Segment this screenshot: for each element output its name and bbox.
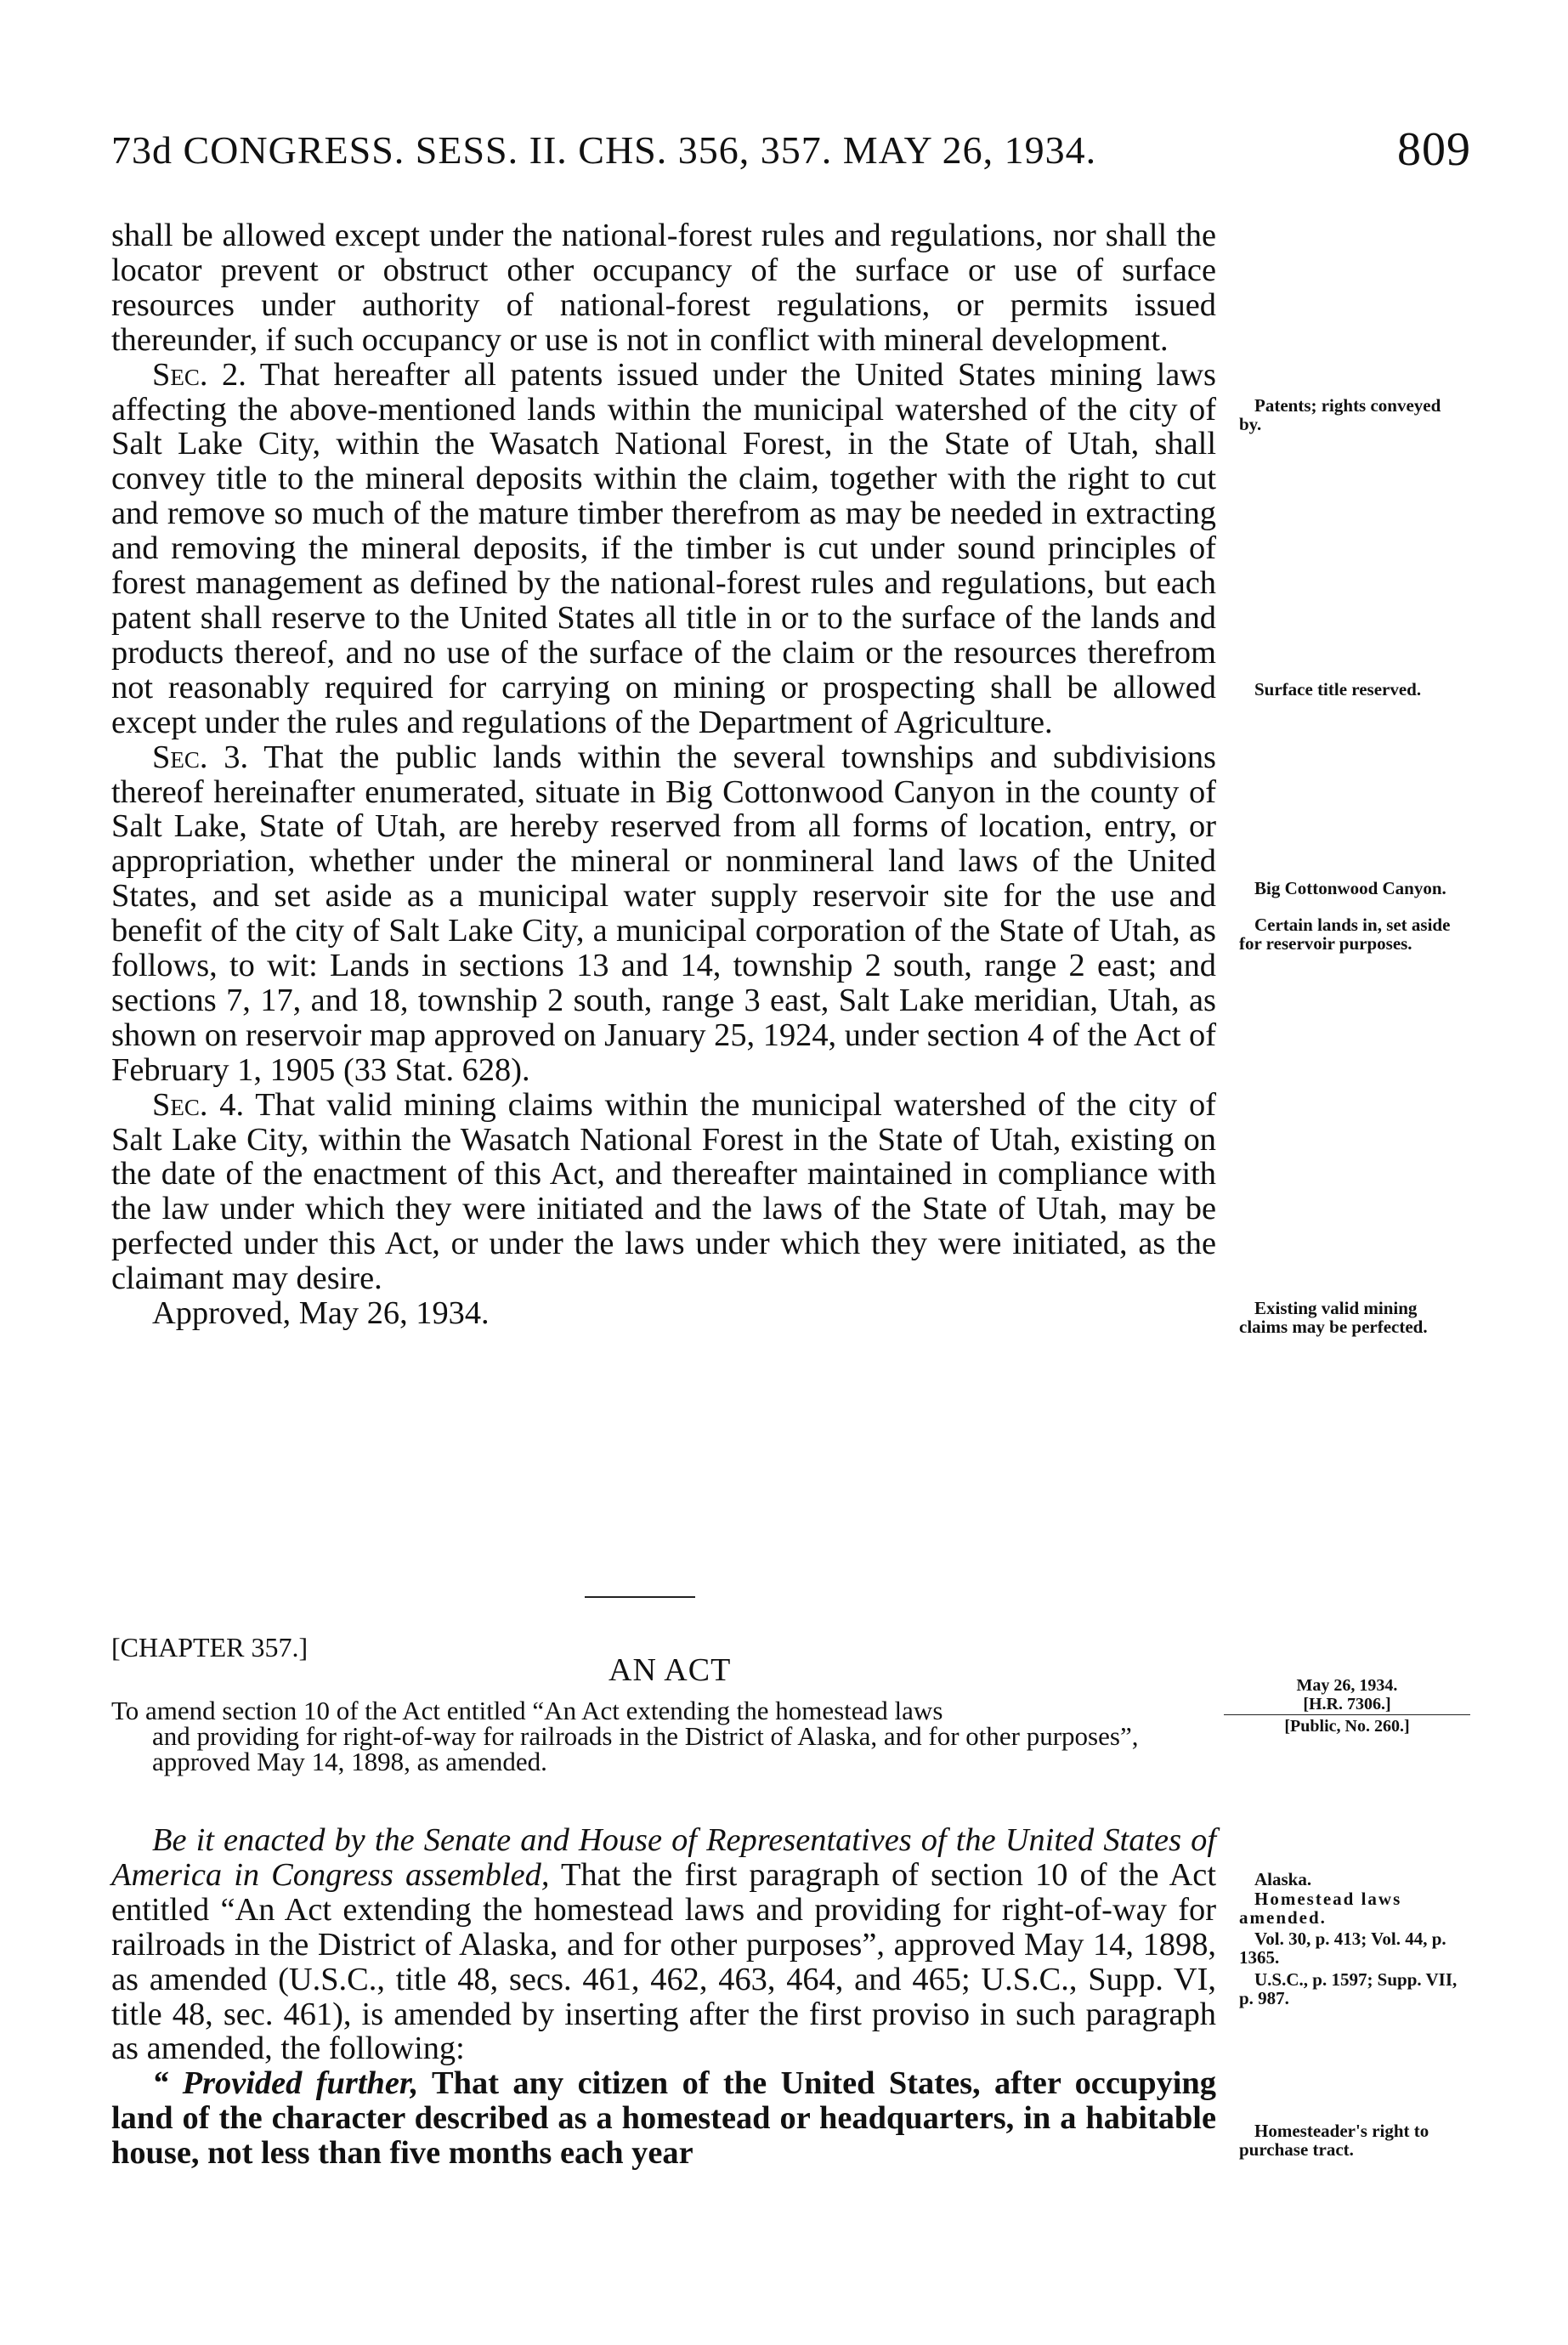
chapter-356-text bbox=[111, 218, 1216, 1331]
running-head bbox=[111, 123, 1471, 178]
running-head-title: 73d CONGRESS. SESS. II. CHS. 356, 357. MAY 26, 1934. bbox=[111, 128, 1097, 172]
section-4-text: That valid mining claims within the municipal watershed of the city of Salt Lake City, within the Wasatch National Forest in the State of Utah, existing on the date of the enactment of this Act, and thereafter maintained in compliance with the law under which they were initiated and the laws of the State of Utah, may be perfected under this Act, or under the laws under which they were initiated, as the claimant may desire. bbox=[111, 1086, 1217, 1297]
enacting-clause: Be it enacted by the Senate and House of Representatives of the United States of America in Congress assembled, bbox=[111, 1822, 1216, 1893]
margin-note-existing-claims: Existing valid mining claims may be perfected. bbox=[1239, 1298, 1428, 1337]
public-law-number: [Public, No. 260.] bbox=[1284, 1717, 1410, 1736]
act-purpose-line-1: To amend section 10 of the Act entitled “An Act extending the homestead laws bbox=[111, 1696, 943, 1725]
act-title: AN ACT bbox=[609, 1652, 732, 1688]
section-2-text: That hereafter all patents issued under the United States mining laws affecting the above-mentioned lands within the municipal watershed of the city of Salt Lake City, within the Wasatch National Forest, in the State of Utah, shall convey title to the mineral deposits within the claim, together with the right to cut and remove so much of the mature timber therefrom as may be needed in extracting and removing the mineral deposits, if the timber is cut under sound principles of forest management as defined by the national-forest rules and regulations, but each patent shall reserve to the United States all title in or to the surface of the lands and products thereof, and no use of the surface of the claim or the resources therefrom not reasonably required for carrying on mining or prospecting shall be allowed except under the rules and regulations of the Department of Agriculture. bbox=[111, 356, 1216, 740]
margin-note-certain-lands: Certain lands in, set aside for reservoir purposes. bbox=[1239, 915, 1451, 954]
proviso-label: “ Provided further, bbox=[152, 2065, 419, 2102]
section-4-label: Sec. 4. bbox=[152, 1086, 245, 1123]
section-2-label: Sec. 2. bbox=[152, 356, 246, 393]
paragraph-continuation: shall be allowed except under the national-forest rules and regulations, nor shall the locator prevent or obstruct other occupancy of the surface or use of surface resources under authority of national-forest regulations, or permits issued thereunder, if such occupancy or use is not in conflict with mineral development. bbox=[111, 218, 1216, 358]
enacting-paragraph bbox=[111, 1823, 1216, 2066]
margin-note-homestead-amended: Homestead laws amended. bbox=[1239, 1889, 1402, 1928]
margin-note-volume-refs: Vol. 30, p. 413; Vol. 44, p. 1365. bbox=[1239, 1929, 1446, 1968]
approval-line: Approved, May 26, 1934. bbox=[152, 1295, 490, 1332]
proviso-paragraph bbox=[111, 2066, 1216, 2171]
section-3 bbox=[111, 740, 1216, 1088]
section-3-label: Sec. 3. bbox=[152, 739, 249, 775]
enactment-date-block bbox=[1224, 1676, 1470, 1736]
enacting-text: That the first paragraph of section 10 of the Act entitled “An Act extending the homestead laws and providing for right-of-way for railroads in the District of Alaska, and for other purposes”, approved May 14, 1898, as amended (U.S.C., title 48, secs. 461, 462, 463, 464, and 465; U.S.C., Supp. VI, title 48, sec. 461), is amended by inserting after the first proviso in such paragraph as amended, the following: bbox=[111, 1856, 1217, 2067]
margin-note-surface-title: Surface title reserved. bbox=[1254, 679, 1422, 700]
act-purpose-continuation: and providing for right-of-way for railroads in the District of Alaska, and for other purposes”, approved May 14, 1898, as amended. bbox=[152, 1721, 1139, 1776]
proviso-text: That any citizen of the United States, after occupying land of the character described as a homestead or headquarters, in a habitable house, not less than five months each year bbox=[111, 2065, 1216, 2172]
section-3-text: That the public lands within the several townships and subdivisions thereof hereinafter enumerated, situate in Big Cottonwood Canyon in the county of Salt Lake, State of Utah, are hereby reserved from all forms of location, entry, or appropriation, whether under the mineral or nonmineral land laws of the United States, and set aside as a municipal water supply reservoir site for the use and benefit of the city of Salt Lake City, a municipal corporation of the State of Utah, as follows, to wit: Lands in sections 13 and 14, township 2 south, range 2 east; and sections 7, 17, and 18, township 2 south, range 3 east, Salt Lake meridian, Utah, as shown on reservoir map approved on January 25, 1924, under section 4 of the Act of February 1, 1905 (33 Stat. 628). bbox=[111, 739, 1216, 1088]
margin-note-big-cottonwood: Big Cottonwood Canyon. bbox=[1254, 878, 1446, 898]
act-purpose bbox=[111, 1698, 1225, 1775]
page-number: 809 bbox=[1397, 123, 1471, 176]
chapter-357-text bbox=[111, 1823, 1216, 2171]
margin-note-patents: Patents; rights conveyed by. bbox=[1239, 395, 1441, 434]
chapter-label: [CHAPTER 357.] bbox=[111, 1632, 309, 1662]
margin-note-homesteader-right: Homesteader's right to purchase tract. bbox=[1239, 2121, 1429, 2160]
section-4 bbox=[111, 1088, 1216, 1296]
section-divider bbox=[585, 1596, 695, 1598]
enactment-date: May 26, 1934. bbox=[1296, 1676, 1398, 1695]
section-2 bbox=[111, 358, 1216, 740]
bill-number: [H.R. 7306.] bbox=[1224, 1695, 1470, 1715]
margin-note-usc-refs: U.S.C., p. 1597; Supp. VII, p. 987. bbox=[1239, 1969, 1458, 2008]
margin-note-alaska: Alaska. bbox=[1254, 1869, 1312, 1889]
